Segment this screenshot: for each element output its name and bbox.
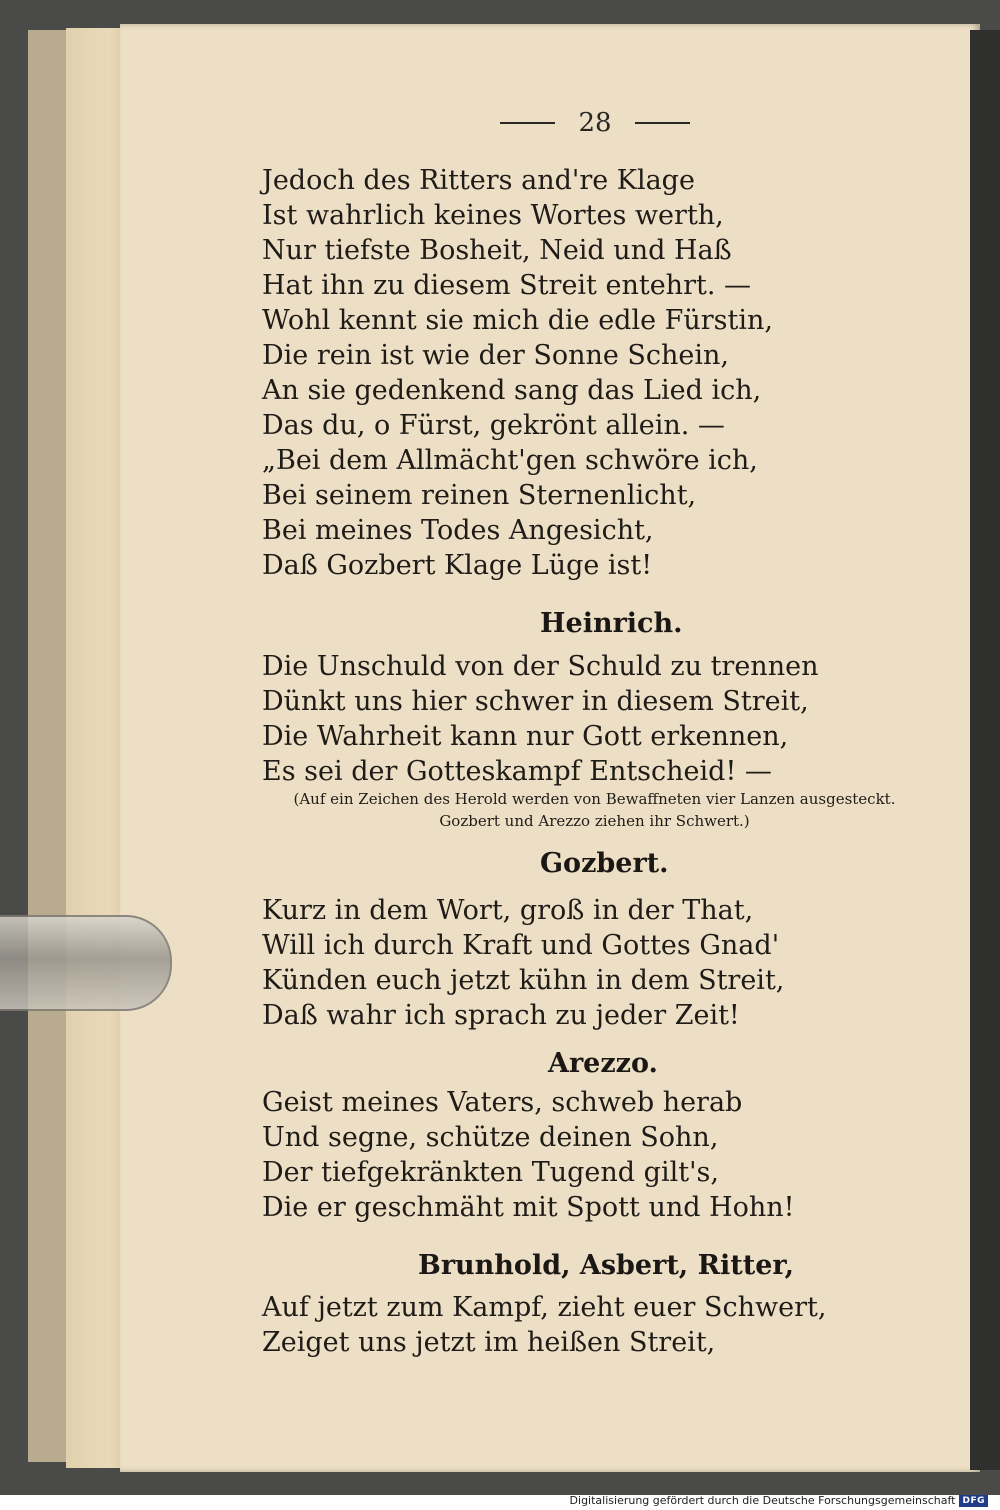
- verse-line: Das du, o Fürst, gekrönt allein. —: [262, 410, 725, 441]
- direction-line: Gozbert und Arezzo ziehen ihr Schwert.): [439, 812, 750, 830]
- verse-line: Die rein ist wie der Sonne Schein,: [262, 340, 730, 371]
- verse-line: Bei seinem reinen Sternenlicht,: [262, 480, 697, 511]
- verse-line: Daß wahr ich sprach zu jeder Zeit!: [262, 1000, 740, 1031]
- header-dash-left: [500, 122, 555, 124]
- verse-line: Künden euch jetzt kühn in dem Streit,: [262, 965, 785, 996]
- page-header: [500, 108, 690, 138]
- speaker-brunhold-asbert-ritter: Brunhold, Asbert, Ritter,: [418, 1250, 795, 1281]
- speaker-gozbert: Gozbert.: [540, 848, 669, 879]
- verse-line: Ist wahrlich keines Wortes werth,: [262, 200, 724, 231]
- page-number: 28: [578, 108, 612, 138]
- page-holder-clip: [0, 915, 172, 1011]
- verse-block-1: [262, 163, 773, 583]
- verse-line: Es sei der Gotteskampf Entscheid! —: [262, 756, 772, 787]
- verse-block-4: [262, 1085, 795, 1225]
- verse-line: Jedoch des Ritters and're Klage: [262, 165, 695, 196]
- verse-block-3: [262, 893, 784, 1033]
- verse-line: An sie gedenkend sang das Lied ich,: [262, 375, 762, 406]
- verse-line: Geist meines Vaters, schweb herab: [262, 1087, 743, 1118]
- verse-line: Die Wahrheit kann nur Gott erkennen,: [262, 721, 789, 752]
- verse-line: Kurz in dem Wort, groß in der That,: [262, 895, 754, 926]
- scan-right-margin: [970, 30, 1000, 1470]
- verse-block-5: [262, 1290, 826, 1360]
- verse-block-2: [262, 649, 818, 789]
- verse-line: Die er geschmäht mit Spott und Hohn!: [262, 1192, 795, 1223]
- verse-line: Wohl kennt sie mich die edle Fürstin,: [262, 305, 773, 336]
- digitization-footer: [570, 1494, 988, 1507]
- verse-line: Der tiefgekränkten Tugend gilt's,: [262, 1157, 719, 1188]
- verse-line: Bei meines Todes Angesicht,: [262, 515, 654, 546]
- verse-line: „Bei dem Allmächt'gen schwöre ich,: [262, 445, 758, 476]
- speaker-heinrich: Heinrich.: [540, 608, 683, 639]
- verse-line: Dünkt uns hier schwer in diesem Streit,: [262, 686, 809, 717]
- header-dash-right: [635, 122, 690, 124]
- verse-line: Zeiget uns jetzt im heißen Streit,: [262, 1327, 716, 1358]
- verse-line: Die Unschuld von der Schuld zu trennen: [262, 651, 819, 682]
- dfg-logo-icon: DFG: [959, 1495, 988, 1507]
- verse-line: Nur tiefste Bosheit, Neid und Haß: [262, 235, 732, 266]
- footer-text: Digitalisierung gefördert durch die Deutsche Forschungsgemeinschaft: [569, 1494, 956, 1507]
- stage-direction: [262, 788, 927, 832]
- verse-line: Hat ihn zu diesem Streit entehrt. —: [262, 270, 751, 301]
- speaker-arezzo: Arezzo.: [548, 1048, 658, 1079]
- direction-line: (Auf ein Zeichen des Herold werden von Bewaffneten vier Lanzen ausgesteckt.: [293, 790, 896, 808]
- verse-line: Und segne, schütze deinen Sohn,: [262, 1122, 719, 1153]
- verse-line: Daß Gozbert Klage Lüge ist!: [262, 550, 653, 581]
- verse-line: Auf jetzt zum Kampf, zieht euer Schwert,: [262, 1292, 827, 1323]
- verse-line: Will ich durch Kraft und Gottes Gnad': [262, 930, 780, 961]
